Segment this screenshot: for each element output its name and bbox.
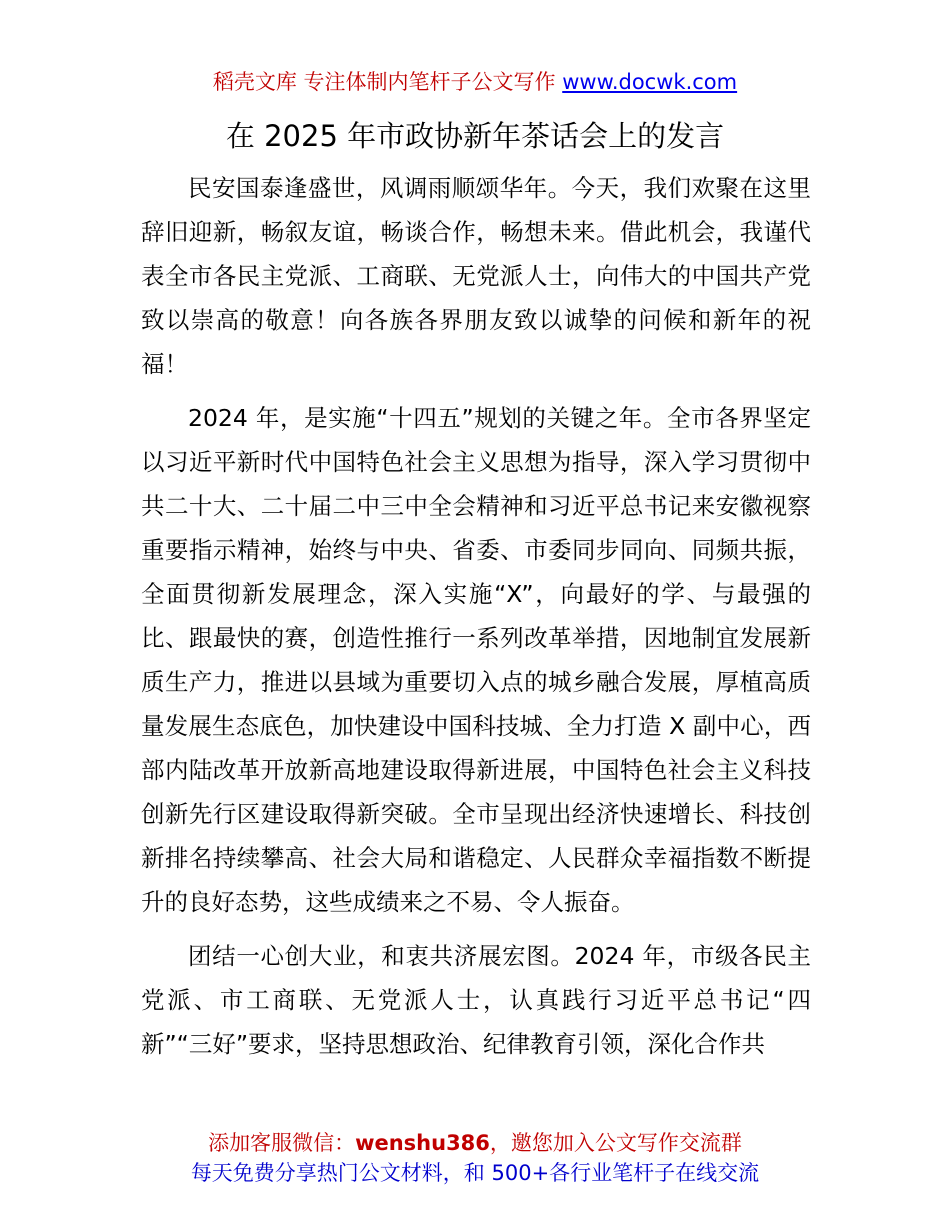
site-header [0, 66, 950, 98]
header-slogan: 稻壳文库 专注体制内笔杆子公文写作 [212, 70, 563, 94]
header-site-link[interactable]: www.docwk.com [562, 70, 738, 94]
paragraph-3: 团结一心创大业，和衷共济展宏图。2024 年，市级各民主党派、市工商联、无党派人士，认真践行习近平总书记“四新”“三好”要求，坚持思想政治、纪律教育引领，深化合作共 [141, 942, 811, 1058]
footer-wechat-id: wenshu386 [355, 1131, 490, 1155]
document-title: 在 2025 年市政协新年茶话会上的发言 [225, 119, 725, 153]
paragraph-1: 民安国泰逢盛世，风调雨顺颂华年。今天，我们欢聚在这里辞旧迎新，畅叙友谊，畅谈合作，畅想未来。借此机会，我谨代表全市各民主党派、工商联、无党派人士，向伟大的中国共产党致以崇高的敬意！向各族各界朋友致以诚挚的问候和新年的祝福！ [141, 174, 811, 378]
paragraph-2: 2024 年，是实施“十四五”规划的关键之年。全市各界坚定以习近平新时代中国特色社会主义思想为指导，深入学习贯彻中共二十大、二十届二中三中全会精神和习近平总书记来安徽视察重要指示精神，始终与中央、省委、市委同步同向、同频共振，全面贯彻新发展理念，深入实施“X”，向最好的学、与最强的比、跟最快的赛，创造性推行一系列改革举措，因地制宜发展新质生产力，推进以县域为重要切入点的城乡融合发展，厚植高质量发展生态底色，加快建设中国科技城、全力打造 X 副中心，西部内陆改革开放新高地建设取得新进展，中国特色社会主义科技创新先行区建设取得新突破。全市呈现出经济快速增长、科技创新排名持续攀高、社会大局和谐稳定、人民群众幸福指数不断提升的良好态势，这些成绩来之不易、令人振奋。 [141, 404, 811, 916]
footer-wechat-prefix: 添加客服微信： [208, 1131, 356, 1155]
promo-footer [0, 1128, 950, 1188]
document-body [141, 166, 811, 1076]
footer-share-line: 每天免费分享热门公文材料，和 500+各行业笔杆子在线交流 [190, 1161, 760, 1185]
footer-wechat-suffix: ，邀您加入公文写作交流群 [489, 1131, 742, 1155]
footer-wechat-line [0, 1128, 950, 1158]
